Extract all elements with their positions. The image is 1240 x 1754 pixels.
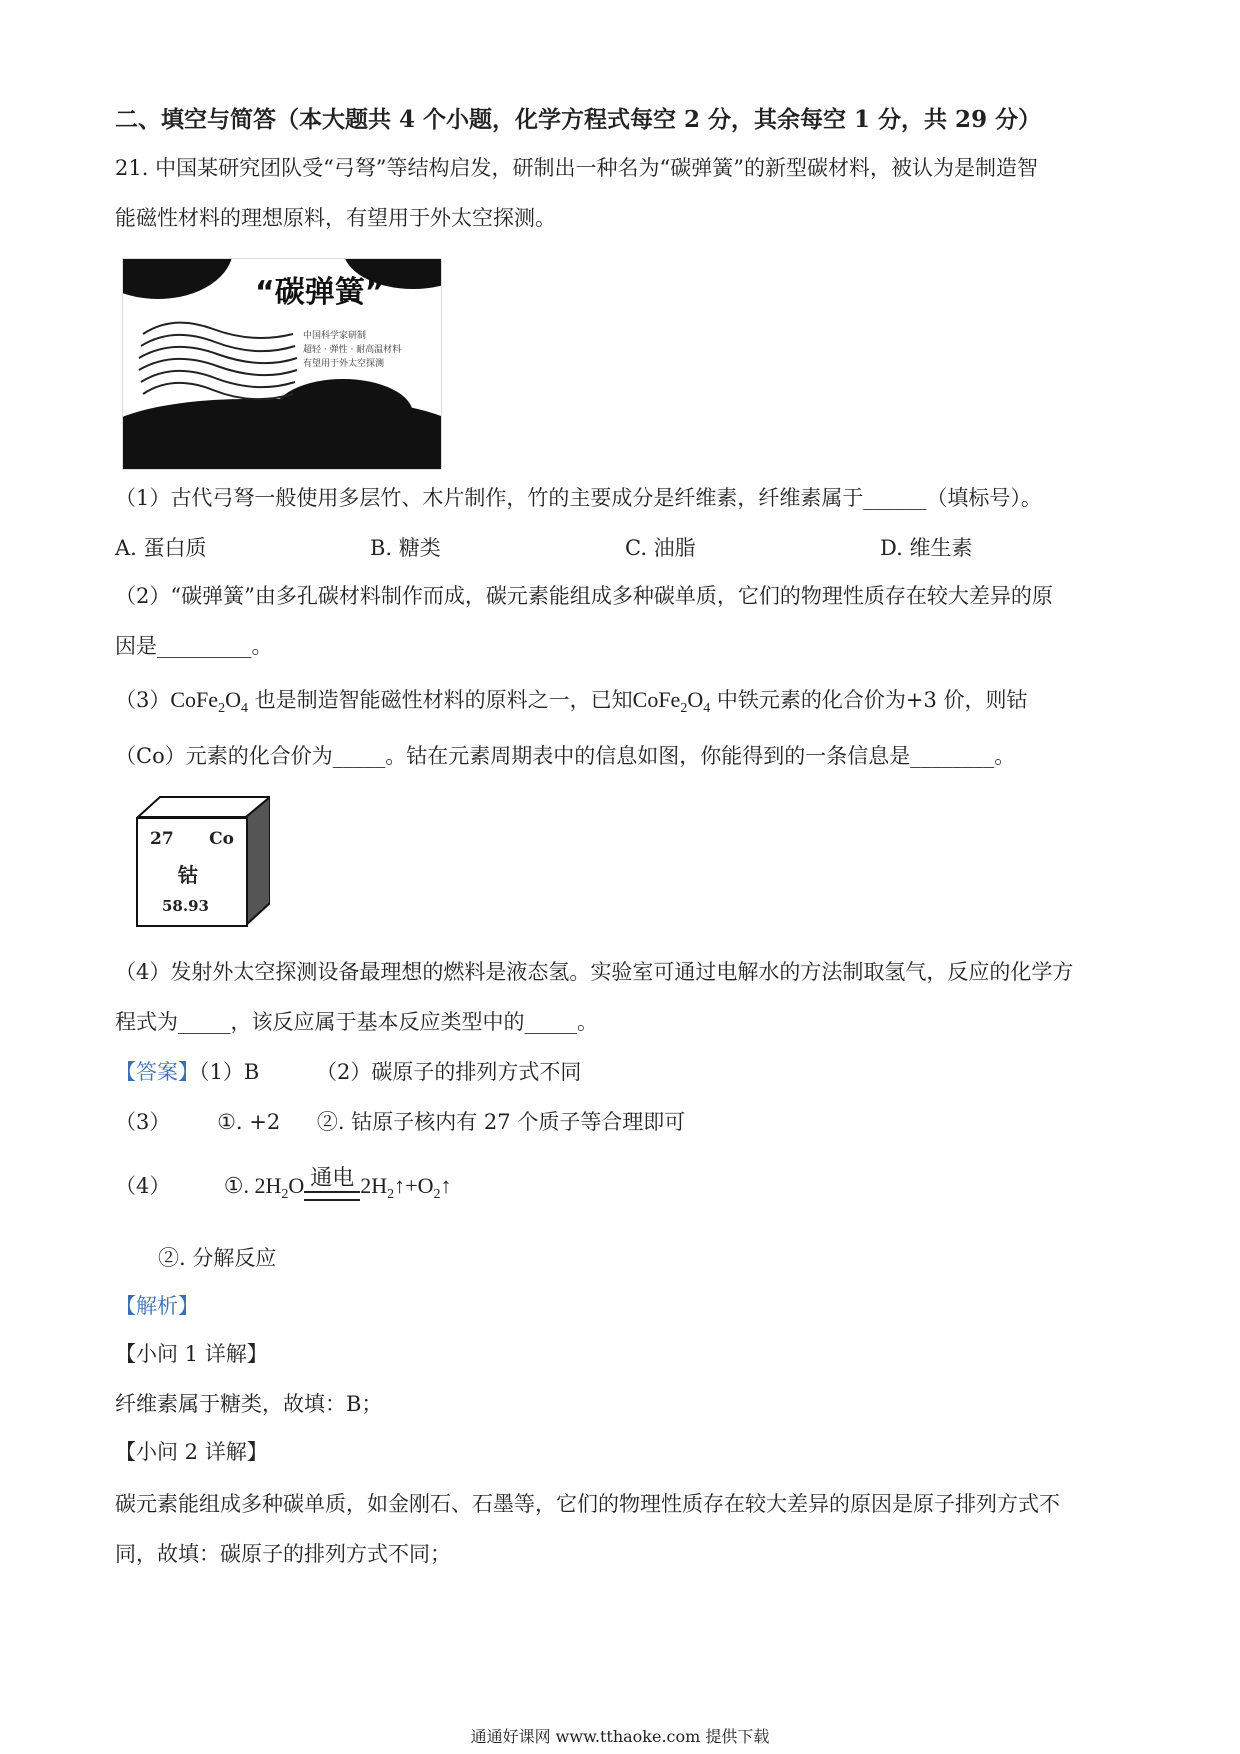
- answer-line4: [115, 1166, 452, 1209]
- analysis-sub2-title: 【小问 2 详解】: [115, 1440, 268, 1464]
- formula-cofe2o4-b: $CoFe_2O_4$: [632, 687, 711, 716]
- image-caption-3: 有望用于外太空探测: [303, 359, 385, 369]
- answer-1: （1）B: [199, 1060, 260, 1084]
- page-footer: 通通好课网 www.tthaoke.com 提供下载: [470, 1727, 770, 1746]
- electrolysis-equation: ①. $2H_2O$ 通电 $2H_2↑+O_2↑$: [224, 1173, 452, 1198]
- q21-part3-line2: （Co）元素的化合价为_____。钴在元素周期表中的信息如图，你能得到的一条信息是________。: [115, 744, 1016, 768]
- element-name: 钴: [178, 863, 198, 887]
- section-title: 二、填空与简答（本大题共 4 个小题，化学方程式每空 2 分，其余每空 1 分，共 29 分）: [115, 106, 1042, 133]
- q21-part1: （1）古代弓弩一般使用多层竹、木片制作，竹的主要成分是纤维素，纤维素属于______（填标号）。: [115, 486, 1042, 510]
- atomic-number: 27: [150, 829, 174, 849]
- carbon-spring-image: [122, 258, 442, 470]
- answer-4-part2: ②. 分解反应: [158, 1246, 277, 1270]
- q21-intro-line1: 21. 中国某研究团队受“弓弩”等结构启发，研制出一种名为“碳弹簧”的新型碳材料，被认为是制造智: [115, 156, 1039, 180]
- answer-4-label: （4）: [115, 1174, 171, 1198]
- analysis-sub1-title: 【小问 1 详解】: [115, 1342, 268, 1366]
- spring-coil-graphic: [133, 314, 303, 404]
- part3-label: （3）: [115, 688, 171, 712]
- q21-part4-line1: （4）发射外太空探测设备最理想的燃料是液态氢。实验室可通过电解水的方法制取氢气，反应的化学方: [115, 960, 1074, 984]
- answer-label: 【答案】: [115, 1060, 199, 1084]
- q21-part3-line1: [115, 686, 1028, 723]
- image-title: “碳弹簧”: [255, 275, 385, 310]
- option-d: D. 维生素: [880, 536, 973, 560]
- analysis-sub2-text-line2: 同，故填：碳原子的排列方式不同；: [115, 1542, 451, 1566]
- element-symbol: Co: [209, 829, 234, 849]
- image-caption: [303, 329, 401, 371]
- answer-3-part2: ②. 钴原子核内有 27 个质子等合理即可: [316, 1110, 686, 1134]
- option-a: A. 蛋白质: [115, 536, 207, 560]
- answer-3-label: （3）: [115, 1110, 171, 1134]
- option-c: C. 油脂: [625, 536, 696, 560]
- image-caption-2: 超轻 · 弹性 · 耐高温材料: [303, 345, 402, 355]
- answer-line3: [115, 1108, 685, 1136]
- part3-text-b: 也是制造智能磁性材料的原料之一，已知: [254, 688, 633, 712]
- q21-part4-line2: 程式为_____，该反应属于基本反应类型中的_____。: [115, 1010, 598, 1034]
- atomic-mass: 58.93: [162, 897, 209, 915]
- cobalt-element-box: [136, 795, 268, 927]
- formula-cofe2o4-a: $CoFe_2O_4$: [170, 687, 248, 716]
- q21-part2-line2: 因是_________。: [115, 634, 273, 658]
- option-b: B. 糖类: [370, 536, 441, 560]
- analysis-sub2-text-line1: 碳元素能组成多种碳单质，如金刚石、石墨等，它们的物理性质存在较大差异的原因是原子排列方式不: [115, 1492, 1060, 1516]
- analysis-sub1-text: 纤维素属于糖类，故填：B；: [115, 1392, 383, 1416]
- q21-intro-line2: 能磁性材料的理想原料，有望用于外太空探测。: [115, 206, 556, 230]
- answer-2: （2）碳原子的排列方式不同: [315, 1060, 582, 1084]
- analysis-label: 【解析】: [115, 1294, 199, 1318]
- part3-text-c: 中铁元素的化合价为+3 价，则钴: [716, 688, 1028, 712]
- cobalt-card-front: [136, 817, 248, 927]
- answer-line1: [115, 1058, 581, 1086]
- answer-3-part1: ①. +2: [217, 1110, 281, 1134]
- image-caption-1: 中国科学家研制: [303, 331, 367, 341]
- reaction-condition: 通电: [304, 1191, 360, 1209]
- q21-part2-line1: （2）“碳弹簧”由多孔碳材料制作而成，碳元素能组成多种碳单质，它们的物理性质存在较大差异的原: [115, 584, 1053, 608]
